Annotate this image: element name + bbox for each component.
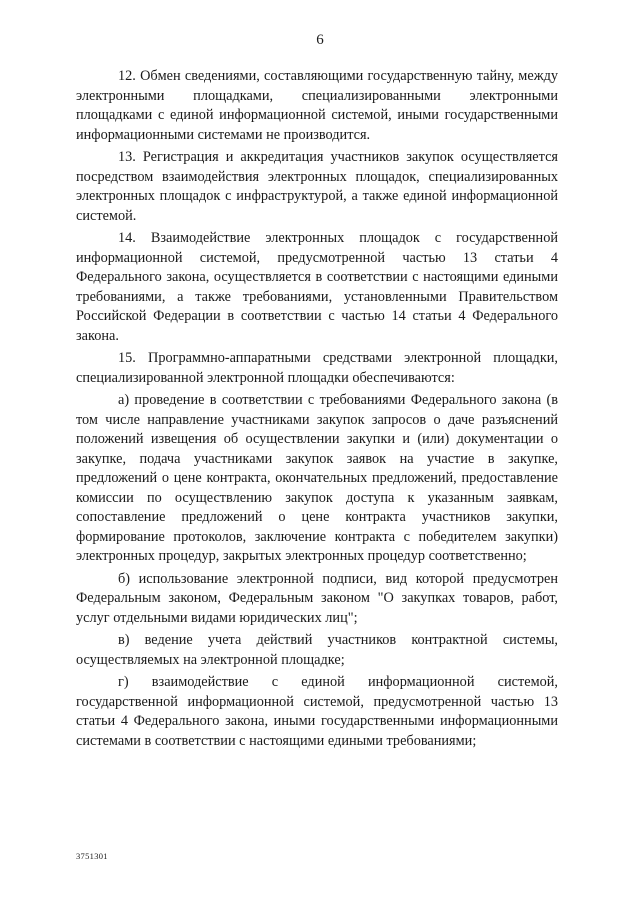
subparagraph-g: г) взаимодействие с единой информационной системой, государственной информационной системой, предусмотренной частью 13 статьи 4 Федерального закона, иными государственными информационными системами в соответствии с настоящими едиными требованиями; xyxy=(76,674,558,749)
document-id: 3751301 xyxy=(76,851,108,861)
document-body xyxy=(76,67,558,754)
subparagraph-a: а) проведение в соответствии с требованиями Федерального закона (в том числе направление участниками закупок запросов о даче разъяснений положений извещения об осуществлении закупки и (или) документации о закупке, подача участниками закупок заявок на участие в закупке, предложений о цене контракта, окончательных предложений, предоставление комиссии по осуществлению закупок доступа к указанным заявкам, сопоставление предложений о цене контракта участников закупки, формирование протоколов, заключение контракта с победителем закупки) электронных процедур, закрытых электронных процедур соответственно; xyxy=(76,392,558,564)
page-number: 6 xyxy=(316,32,324,48)
subparagraph-v: в) ведение учета действий участников контрактной системы, осуществляемых на электронной площадке; xyxy=(76,632,558,668)
paragraph-15: 15. Программно-аппаратными средствами электронной площадки, специализированной электронной площадки обеспечиваются: xyxy=(76,350,558,386)
paragraph-13: 13. Регистрация и аккредитация участников закупок осуществляется посредством взаимодействия электронных площадок, специализированных электронных площадок с инфраструктурой, а также единой информационной системой. xyxy=(76,149,558,224)
paragraph-12: 12. Обмен сведениями, составляющими государственную тайну, между электронными площадками, специализированными электронными площадками с единой информационной системой, иными государственными информационными системами не производится. xyxy=(76,68,558,143)
paragraph-14: 14. Взаимодействие электронных площадок с государственной информационной системой, предусмотренной частью 13 статьи 4 Федерального закона, осуществляется в соответствии с настоящими едиными требованиями, а также требованиями, установленными Правительством Российской Федерации в соответствии с частью 14 статьи 4 Федерального закона. xyxy=(76,230,558,344)
subparagraph-b: б) использование электронной подписи, вид которой предусмотрен Федеральным законом, Федеральным законом "О закупках товаров, работ, услуг отдельными видами юридических лиц"; xyxy=(76,570,558,626)
